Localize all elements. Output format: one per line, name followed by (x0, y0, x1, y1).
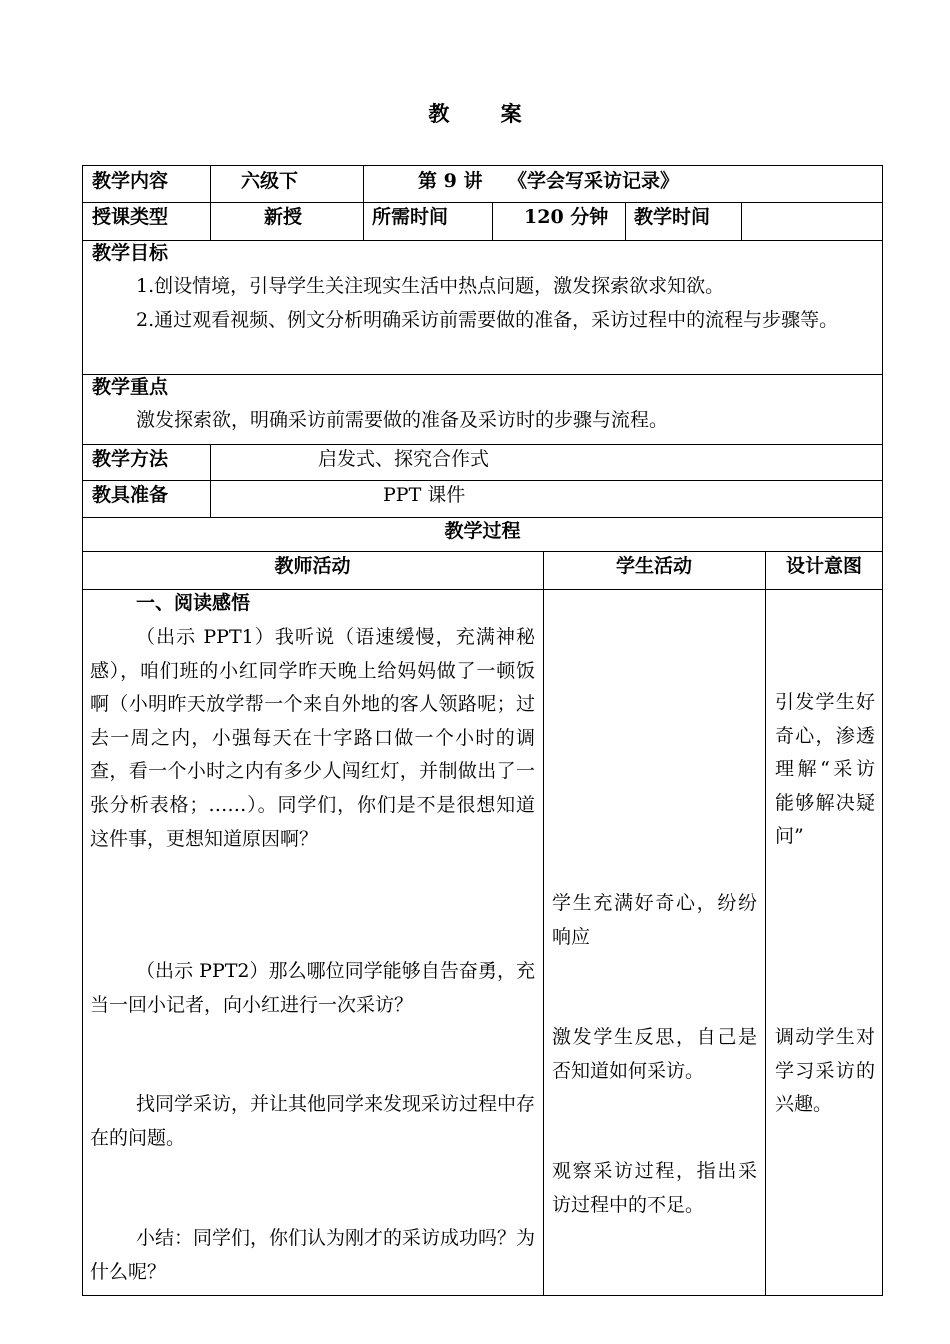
teacher-column-header: 教师活动 (274, 555, 351, 577)
type-value: 新授 (264, 206, 303, 228)
type-label: 授课类型 (92, 206, 169, 228)
col-divider (765, 551, 766, 1296)
key-points-heading: 教学重点 (92, 376, 169, 398)
teacher-activity-1: （出示 PPT1）我听说（语速缓慢，充满神秘感），咱们班的小红同学昨天晚上给妈妈做了一顿饭啊（小明昨天放学帮一个来自外地的客人领路呢；过去一周之内，小强每天在十字路口做一个小时的调查，看一个小时之内有多少人闯红灯，并制做出了一张分析表格；……）。同学们，你们是不是很想知道这件事，更想知道原因啊？ (90, 626, 535, 850)
col-divider (210, 444, 211, 517)
lesson-number: 第 9 讲 (418, 170, 483, 192)
student-activity-2: 激发学生反思，自己是否知道如何采访。 (552, 1026, 757, 1082)
objective-item-1: 1.创设情境，引导学生关注现实生活中热点问题，激发探索欲求知欲。 (136, 275, 725, 297)
student-column-header: 学生活动 (615, 555, 692, 577)
col-divider (210, 165, 211, 240)
method-value: 启发式、探究合作式 (318, 448, 490, 470)
key-points-text: 激发探索欲，明确采访前需要做的准备及采访时的步骤与流程。 (136, 409, 669, 431)
lesson-title: 《学会写采访记录》 (508, 170, 680, 192)
document-title: 教 案 (428, 101, 544, 126)
col-divider (543, 551, 544, 1296)
teacher-activity-2: （出示 PPT2）那么哪位同学能够自告奋勇，充当一回小记者，向小红进行一次采访？ (90, 960, 535, 1016)
objective-item-2: 2.通过观看视频、例文分析明确采访前需要做的准备，采访过程中的流程与步骤等。 (136, 309, 839, 331)
method-label: 教学方法 (92, 448, 169, 470)
tools-value: PPT 课件 (383, 484, 466, 506)
time-label: 教学时间 (634, 206, 711, 228)
col-divider (625, 202, 626, 240)
objectives-heading: 教学目标 (92, 242, 169, 264)
row-divider (82, 240, 883, 241)
grade-value: 六级下 (241, 170, 299, 192)
intent-column-header: 设计意图 (785, 555, 862, 577)
row-divider (82, 480, 883, 481)
col-divider (492, 202, 493, 240)
section-title: 一、阅读感悟 (136, 592, 251, 614)
student-activity-3: 观察采访过程，指出采访过程中的不足。 (552, 1160, 757, 1216)
teacher-activity-3: 找同学采访，并让其他同学来发现采访过程中存在的问题。 (90, 1093, 536, 1149)
teacher-activity-4: 小结：同学们，你们认为刚才的采访成功吗？为什么呢？ (90, 1227, 536, 1283)
process-heading: 教学过程 (444, 520, 521, 542)
duration-value: 120 分钟 (524, 206, 609, 228)
content-label: 教学内容 (92, 170, 169, 192)
row-divider (82, 202, 883, 203)
row-divider (82, 374, 883, 375)
tools-label: 教具准备 (92, 484, 169, 506)
col-divider (363, 165, 364, 240)
intent-2: 调动学生对学习采访的兴趣。 (775, 1026, 875, 1116)
intent-1: 引发学生好奇心，渗透理解“采访能够解决疑问” (775, 691, 875, 848)
duration-label: 所需时间 (372, 206, 449, 228)
student-activity-1: 学生充满好奇心，纷纷响应 (552, 892, 757, 948)
col-divider (741, 202, 742, 240)
